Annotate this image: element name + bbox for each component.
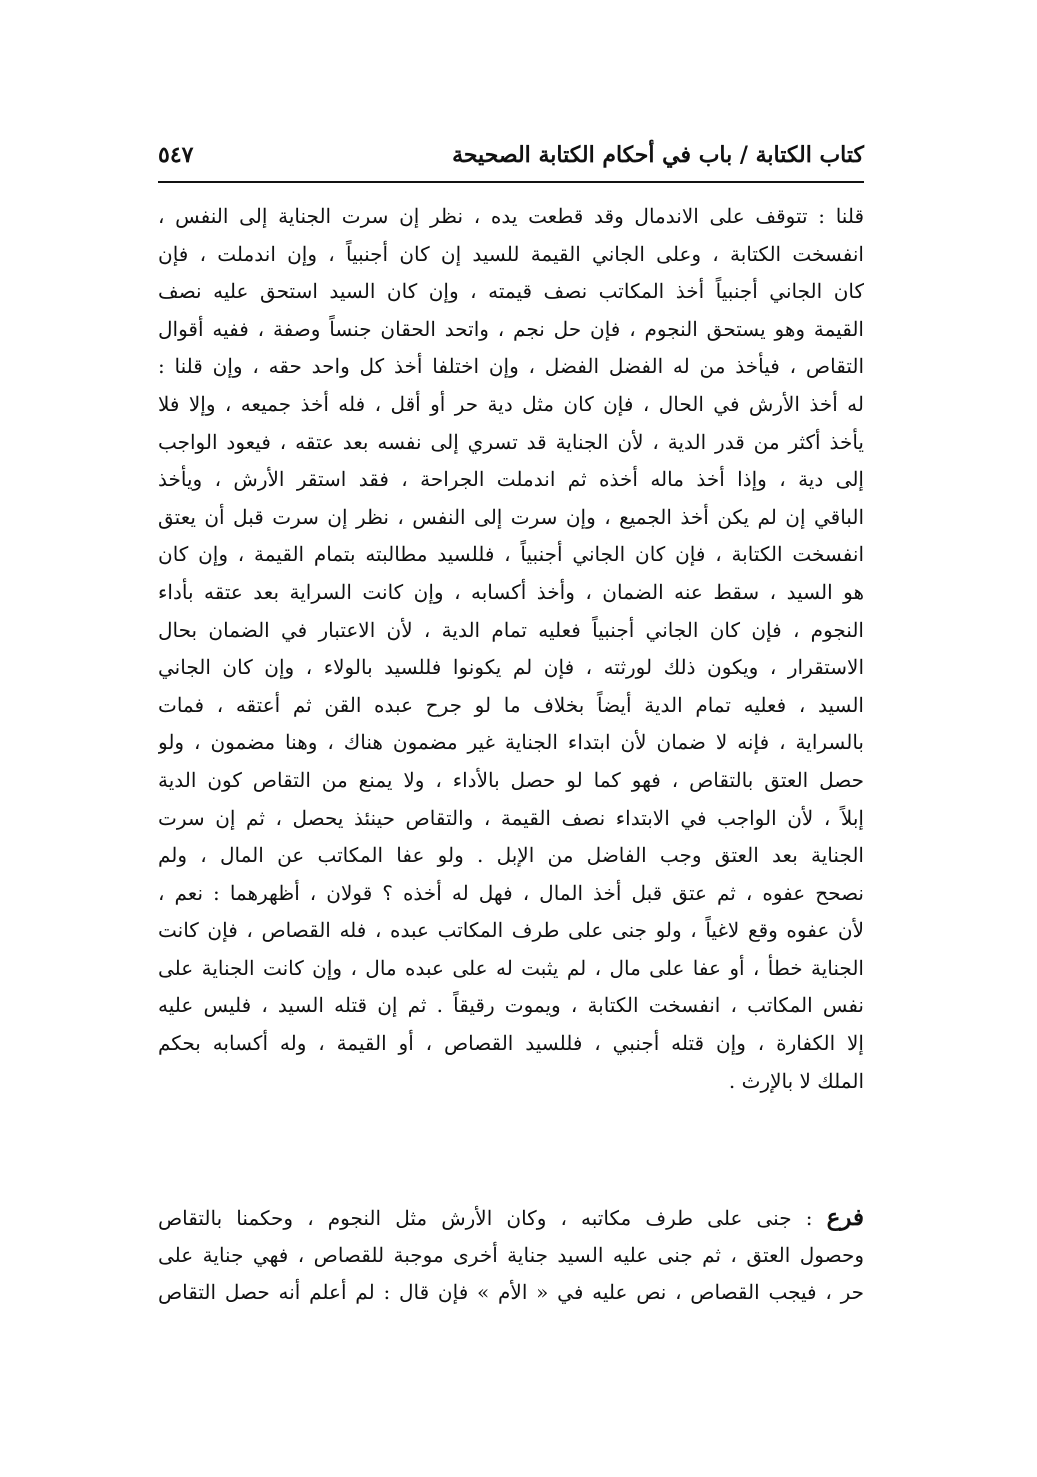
text-line: حصل العتق بالتقاص ، فهو كما لو حصل بالأداء ، ولا يمنع من التقاص كون الدية [158, 767, 864, 792]
text-line: كان الجاني أجنبياً أخذ المكاتب نصف قيمته ، وإن كان السيد استحق عليه نصف [158, 279, 864, 304]
first-line-rest: : جنى على طرف مكاتبه ، وكان الأرش مثل النجوم ، وحكمنا بالتقاص [158, 1206, 827, 1230]
header-rule [158, 181, 864, 183]
text-line-first [158, 1199, 864, 1237]
text-line: له أخذ الأرش في الحال ، فإن كان مثل دية حر أو أقل ، فله أخذ جميعه ، وإلا فلا [158, 391, 864, 416]
text-line: إلا الكفارة ، وإن قتله أجنبي ، فللسيد القصاص ، أو القيمة ، وله أكسابه بحكم [158, 1031, 864, 1056]
text-line: الجناية خطأ ، أو عفا على مال ، لم يثبت له على عبده مال ، وإن كانت الجناية على [158, 955, 864, 980]
text-line: انفسخت الكتابة ، فإن كان الجاني أجنبياً ، فللسيد مطالبته بتمام القيمة ، وإن كان [158, 542, 864, 567]
text-line: حر ، فيجب القصاص ، نص عليه في « الأم » فإن قال : لم أعلم أنه حصل التقاص [158, 1280, 864, 1305]
header-title: كتاب الكتابة / باب في أحكام الكتابة الصحيحة [452, 142, 864, 168]
text-line: الملك لا بالإرث . [728, 1068, 864, 1093]
text-line: يأخذ أكثر من قدر الدية ، لأن الجناية قد تسري إلى نفسه بعد عتقه ، فيعود الواجب [158, 429, 864, 454]
text-line: الباقي إن لم يكن أخذ الجميع ، وإن سرت إلى النفس ، نظر إن سرت قبل أن يعتق [158, 504, 864, 529]
text-line: التقاص ، فيأخذ من له الفضل الفضل ، وإن اختلفا أخذ كل واحد حقه ، وإن قلنا : [158, 354, 864, 379]
text-line: النجوم ، فإن كان الجاني أجنبياً فعليه تمام الدية ، لأن الاعتبار في الضمان بحال [158, 617, 864, 642]
text-line: إلى دية ، وإذا أخذ ماله أخذه ثم اندملت الجراحة ، فقد استقر الأرش ، ويأخذ [158, 467, 864, 492]
text-line: بالسراية ، فإنه لا ضمان لأن ابتداء الجناية غير مضمون هناك ، وهنا مضمون ، ولو [158, 730, 864, 755]
text-line: الاستقرار ، ويكون ذلك لورثته ، فإن لم يكونوا فللسيد بالولاء ، وإن كان الجاني [158, 655, 864, 680]
paragraph-1 [158, 198, 864, 1100]
text-line: نفس المكاتب ، انفسخت الكتابة ، ويموت رقيقاً . ثم إن قتله السيد ، فليس عليه [158, 993, 864, 1018]
text-line: انفسخت الكتابة ، وعلى الجاني القيمة للسيد إن كان أجنبياً ، وإن اندملت ، فإن [158, 241, 864, 266]
text-line: وحصول العتق ، ثم جنى عليه السيد جناية أخرى موجبة للقصاص ، فهي جناية على [158, 1242, 864, 1267]
page-number: ٥٤٧ [158, 142, 194, 168]
text-line: قلنا : تتوقف على الاندمال وقد قطعت يده ، نظر إن سرت الجناية إلى النفس ، [158, 204, 864, 228]
text-line: السيد ، فعليه تمام الدية أيضاً بخلاف ما لو جرح عبده القن ثم أعتقه ، فمات [158, 692, 864, 717]
text-line: هو السيد ، سقط عنه الضمان ، وأخذ أكسابه ، وإن كانت السراية بعد عتقه بأداء [158, 579, 864, 604]
text-line: الجناية بعد العتق وجب الفاضل من الإبل . ولو عفا المكاتب عن المال ، ولم [158, 843, 864, 868]
section-lead-far: فرع [826, 1204, 864, 1231]
text-line: لأن عفوه وقع لاغياً ، ولو جنى على طرف المكاتب عبده ، فله القصاص ، فإن كانت [158, 918, 864, 943]
running-header [158, 142, 864, 184]
text-line: إبلاً ، لأن الواجب في الابتداء نصف القيمة ، والتقاص حينئذ يحصل ، ثم إن سرت [158, 805, 864, 830]
text-line: نصحح عفوه ، ثم عتق قبل أخذ المال ، فهل له أخذه ؟ قولان ، أظهرهما : نعم ، [158, 880, 864, 905]
text-line: القيمة وهو يستحق النجوم ، فإن حل نجم ، واتحد الحقان جنساً وصفة ، ففيه أقوال [158, 316, 864, 341]
paragraph-2 [158, 1199, 864, 1312]
